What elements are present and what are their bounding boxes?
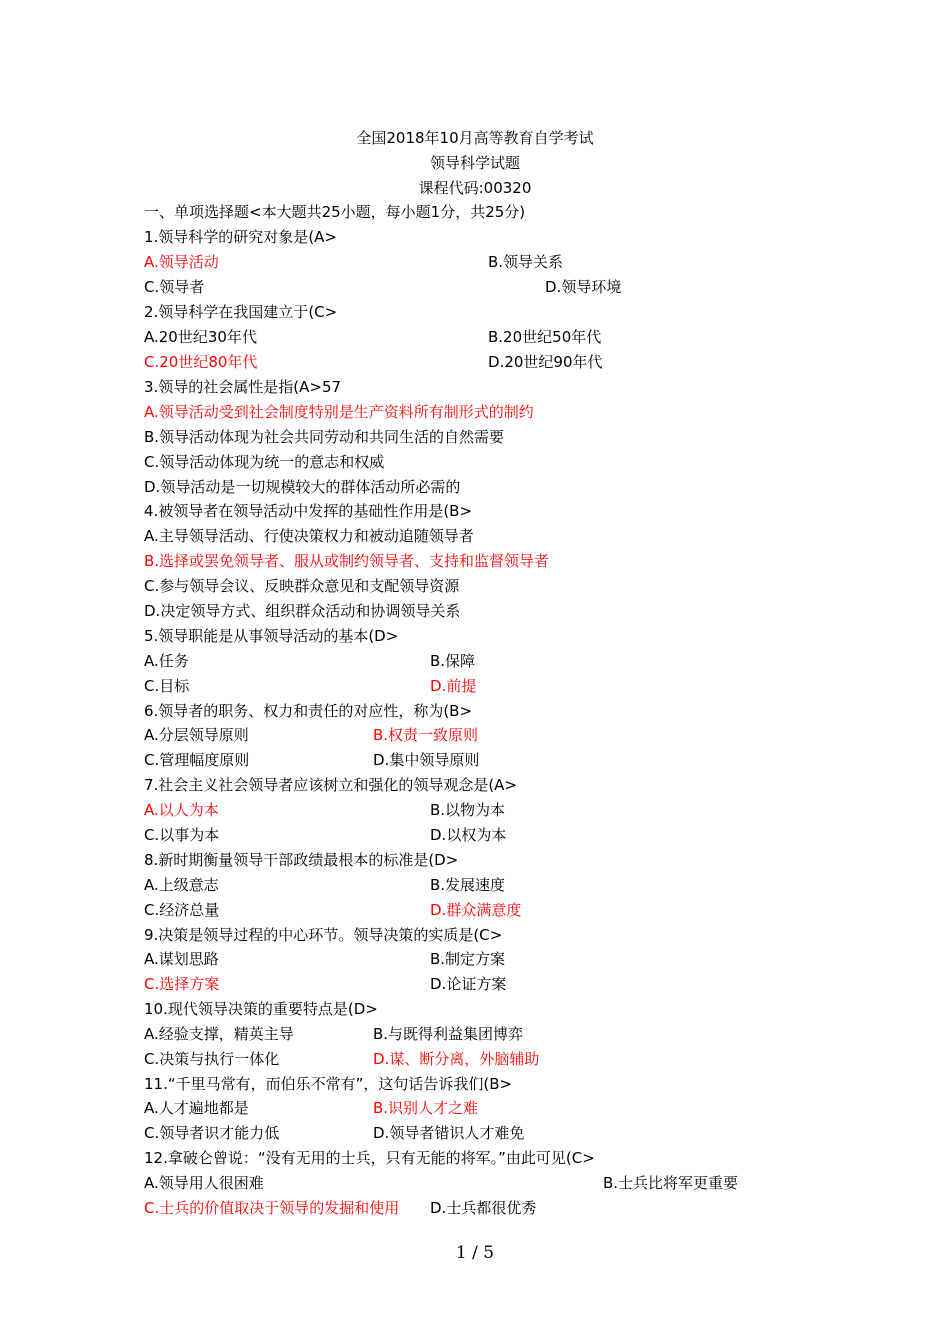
option-a-answer: A.领导活动受到社会制度特别是生产资料所有制形式的制约	[144, 403, 534, 421]
option-d: D.集中领导原则	[373, 751, 480, 769]
option-a-answer: A.以人为本	[144, 801, 219, 819]
option-b-answer: B.选择或罢免领导者、服从或制约领导者、支持和监督领导者	[144, 552, 550, 570]
option-c: C.领导者识才能力低	[144, 1124, 280, 1142]
question-stem: 10.现代领导决策的重要特点是(D>	[144, 1000, 378, 1018]
option-a: A.经验支撑，精英主导	[144, 1025, 294, 1043]
question-stem: 3.领导的社会属性是指(A>57	[144, 378, 342, 396]
question-stem: 1.领导科学的研究对象是(A>	[144, 228, 337, 246]
option-d: D.领导活动是一切规模较大的群体活动所必需的	[144, 478, 461, 496]
option-d: D.以权为本	[430, 826, 507, 844]
section-title: 一、单项选择题<本大题共25小题，每小题1分，共25分)	[144, 203, 526, 221]
question-stem: 8.新时期衡量领导干部政绩最根本的标准是(D>	[144, 851, 459, 869]
option-b: B.保障	[430, 652, 476, 670]
option-c: C.以事为本	[144, 826, 220, 844]
exam-subject: 领导科学试题	[429, 154, 520, 172]
page-number: 1 / 5	[455, 1243, 495, 1263]
option-a: A.领导用人很困难	[144, 1174, 264, 1192]
option-d: D.决定领导方式、组织群众活动和协调领导关系	[144, 602, 461, 620]
option-c: C.领导活动体现为统一的意志和权威	[144, 453, 385, 471]
option-a: A.任务	[144, 652, 189, 670]
option-c-answer: C.士兵的价值取决于领导的发掘和使用	[144, 1199, 400, 1217]
question-stem: 4.被领导者在领导活动中发挥的基础性作用是(B>	[144, 502, 473, 520]
option-d: D.20世纪90年代	[488, 353, 603, 371]
option-c: C.经济总量	[144, 901, 220, 919]
option-c: C.决策与执行一体化	[144, 1050, 280, 1068]
option-b: B.与既得利益集团博弈	[373, 1025, 524, 1043]
option-d: D.论证方案	[430, 975, 507, 993]
option-b: B.士兵比将军更重要	[603, 1174, 739, 1192]
question-stem: 7.社会主义社会领导者应该树立和强化的领导观念是(A>	[144, 776, 517, 794]
option-d-answer: D.谋、断分离，外脑辅助	[373, 1050, 540, 1068]
option-b: B.发展速度	[430, 876, 506, 894]
question-stem: 9.决策是领导过程的中心环节。领导决策的实质是(C>	[144, 926, 503, 944]
option-d: D.领导环境	[545, 278, 622, 296]
question-stem: 5.领导职能是从事领导活动的基本(D>	[144, 627, 399, 645]
option-d-answer: D.群众满意度	[430, 901, 522, 919]
question-stem: 12.拿破仑曾说：“没有无用的士兵，只有无能的将军。”由此可见(C>	[144, 1149, 595, 1167]
option-c-answer: C.选择方案	[144, 975, 220, 993]
option-c: C.目标	[144, 677, 190, 695]
option-a: A.上级意志	[144, 876, 219, 894]
option-c: C.管理幅度原则	[144, 751, 250, 769]
exam-title: 全国2018年10月高等教育自学考试	[356, 129, 594, 147]
option-a-answer: A.领导活动	[144, 253, 219, 271]
option-d-answer: D.前提	[430, 677, 477, 695]
option-c-answer: C.20世纪80年代	[144, 353, 258, 371]
option-a: A.人才遍地都是	[144, 1099, 249, 1117]
option-d: D.领导者错识人才难免	[373, 1124, 525, 1142]
option-a: A.主导领导活动、行使决策权力和被动追随领导者	[144, 527, 474, 545]
option-a: A.谋划思路	[144, 950, 219, 968]
option-c: C.领导者	[144, 278, 205, 296]
option-b: B.制定方案	[430, 950, 506, 968]
option-b: B.领导活动体现为社会共同劳动和共同生活的自然需要	[144, 428, 505, 446]
course-code: 课程代码:00320	[418, 179, 532, 197]
option-c: C.参与领导会议、反映群众意见和支配领导资源	[144, 577, 460, 595]
question-stem: 11.“千里马常有，而伯乐不常有”，这句话告诉我们(B>	[144, 1075, 513, 1093]
option-a: A.分层领导原则	[144, 726, 249, 744]
question-stem: 2.领导科学在我国建立于(C>	[144, 303, 338, 321]
option-a: A.20世纪30年代	[144, 328, 257, 346]
option-b: B.领导关系	[488, 253, 564, 271]
option-b-answer: B.识别人才之难	[373, 1099, 479, 1117]
option-b-answer: B.权责一致原则	[373, 726, 479, 744]
option-d: D.士兵都很优秀	[430, 1199, 537, 1217]
option-b: B.以物为本	[430, 801, 506, 819]
question-stem: 6.领导者的职务、权力和责任的对应性，称为(B>	[144, 702, 473, 720]
option-b: B.20世纪50年代	[488, 328, 602, 346]
